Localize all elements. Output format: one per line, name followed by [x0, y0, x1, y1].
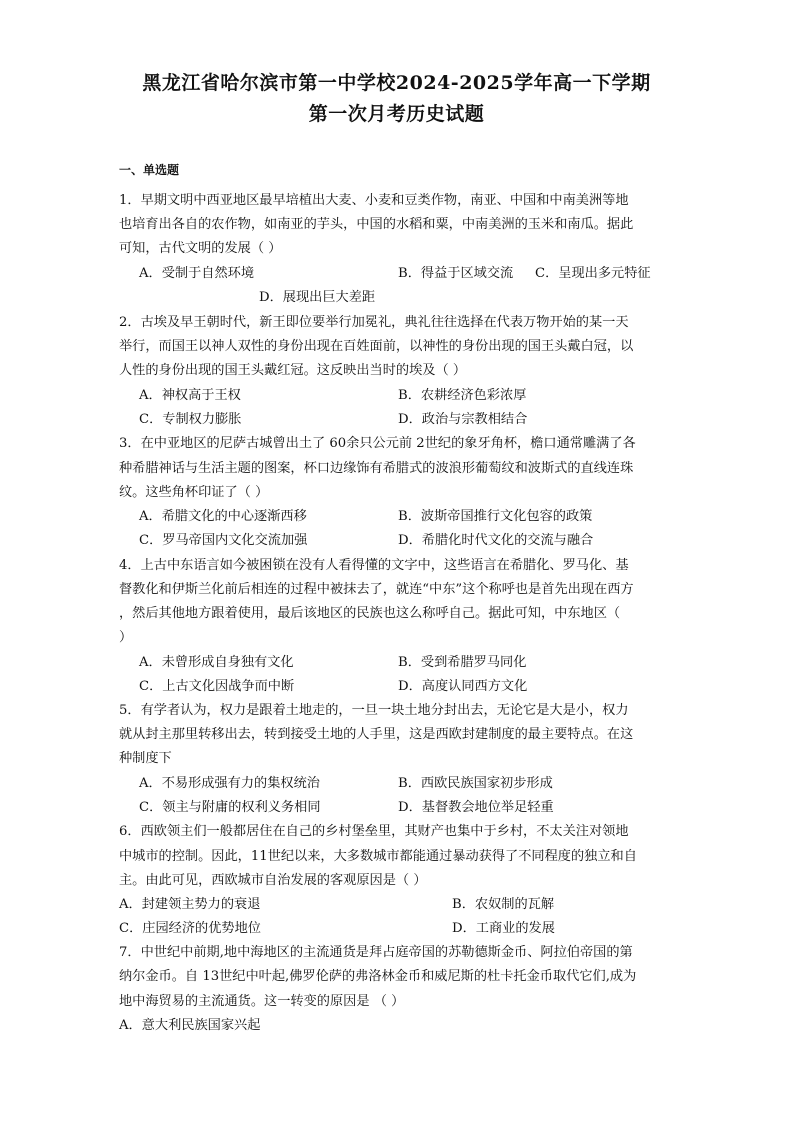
question-5-option-c[interactable]: C．领主与附庸的权利义务相同: [139, 800, 321, 815]
question-1-line-2: 也培育出各自的农作物，如南亚的芋头，中国的水稻和粟，中南美洲的玉米和南瓜。据此: [119, 217, 634, 232]
question-2-line-3: 人性的身份出现的国王头戴红冠。这反映出当时的埃及（ ）: [119, 363, 467, 378]
question-3-option-a[interactable]: A．希腊文化的中心逐渐西移: [139, 509, 307, 524]
question-5-option-b[interactable]: B．西欧民族国家初步形成: [398, 776, 553, 791]
question-4-option-b[interactable]: B．受到希腊罗马同化: [398, 655, 527, 670]
question-6-option-b[interactable]: B．农奴制的瓦解: [452, 897, 555, 912]
question-6-line-1: 6．西欧领主们一般都居住在自己的乡村堡垒里，其财产也集中于乡村，不太关注对领地: [119, 824, 629, 839]
question-7-line-1: 7．中世纪中前期,地中海地区的主流通货是拜占庭帝国的苏勒德斯金币、阿拉伯帝国的第: [119, 945, 633, 960]
question-5-option-a[interactable]: A．不易形成强有力的集权统治: [139, 776, 320, 791]
question-4-option-a[interactable]: A．未曾形成自身独有文化: [139, 655, 294, 670]
question-4-line-1: 4．上古中东语言如今被困锁在没有人看得懂的文字中，这些语言在希腊化、罗马化、基: [119, 558, 629, 573]
question-7-option-a[interactable]: A．意大利民族国家兴起: [119, 1018, 261, 1033]
question-2-option-c[interactable]: C．专制权力膨胀: [139, 412, 242, 427]
question-5-line-3: 种制度下: [119, 751, 172, 766]
question-6-line-2: 中城市的控制。因此，11世纪以来，大多数城市都能通过暴动获得了不同程度的独立和自: [119, 849, 637, 864]
question-1-line-1: 1．早期文明中西亚地区最早培植出大麦、小麦和豆类作物，南亚、中国和中南美洲等地: [119, 193, 629, 208]
question-3-option-d[interactable]: D．希腊化时代文化的交流与融合: [398, 533, 594, 548]
question-5-line-1: 5．有学者认为，权力是跟着土地走的，一旦一块土地分封出去，无论它是大是小，权力: [119, 703, 629, 718]
question-2-line-1: 2．古埃及早王朝时代，新王即位要举行加冕礼，典礼往往选择在代表万物开始的某一天: [119, 315, 629, 330]
question-6-option-c[interactable]: C．庄园经济的优势地位: [119, 921, 261, 936]
question-2-line-2: 举行，而国王以神人双性的身份出现在百姓面前，以神性的身份出现的国王头戴白冠，以: [119, 339, 634, 354]
question-5-option-d[interactable]: D．基督教会地位举足轻重: [398, 800, 554, 815]
question-1-line-3: 可知，古代文明的发展（ ）: [119, 241, 282, 256]
question-6-line-3: 主。由此可见，西欧城市自治发展的客观原因是（ ）: [119, 873, 427, 888]
question-4-option-d[interactable]: D．高度认同西方文化: [398, 679, 528, 694]
question-1-option-a[interactable]: A．受制于自然环境: [139, 266, 255, 281]
question-6-option-a[interactable]: A．封建领主势力的衰退: [119, 897, 261, 912]
question-5-line-2: 就从封主那里转移出去，转到接受土地的人手里，这是西欧封建制度的最主要特点。在这: [119, 727, 634, 742]
question-2-option-a[interactable]: A．神权高于王权: [139, 388, 241, 403]
question-3-option-b[interactable]: B．波斯帝国推行文化包容的政策: [398, 509, 593, 524]
question-1-option-c[interactable]: C．呈现出多元特征: [535, 266, 651, 281]
question-1-option-d[interactable]: D．展现出巨大差距: [259, 290, 376, 305]
question-4-option-c[interactable]: C．上古文化因战争而中断: [139, 679, 295, 694]
question-7-line-2: 纳尔金币。自 13世纪中叶起,佛罗伦萨的弗洛林金币和威尼斯的杜卡托金币取代它们,成为: [119, 969, 637, 984]
question-4-line-4: ）: [119, 630, 133, 645]
question-4-line-2: 督教化和伊斯兰化前后相连的过程中被抹去了，就连“中东”这个称呼也是首先出现在西方: [119, 582, 634, 597]
exam-title-line-2: 第一次月考历史试题: [308, 103, 485, 125]
section-heading: 一、单选题: [119, 163, 180, 177]
question-3-line-1: 3．在中亚地区的尼萨古城曾出土了 60余只公元前 2世纪的象牙角杯，檐口通常雕满了各: [119, 436, 636, 451]
question-6-option-d[interactable]: D．工商业的发展: [452, 921, 555, 936]
question-1-option-b[interactable]: B．得益于区域交流: [398, 266, 514, 281]
question-3-option-c[interactable]: C．罗马帝国内文化交流加强: [139, 533, 308, 548]
question-4-line-3: ，然后其他地方跟着使用，最后该地区的民族也这么称呼自己。据此可知，中东地区（: [119, 606, 621, 621]
question-7-line-3: 地中海贸易的主流通货。这一转变的原因是 （ ）: [119, 994, 405, 1009]
question-2-option-b[interactable]: B．农耕经济色彩浓厚: [398, 388, 527, 403]
question-3-line-3: 纹。这些角杯印证了（ ）: [119, 485, 269, 500]
question-2-option-d[interactable]: D．政治与宗教相结合: [398, 412, 528, 427]
question-3-line-2: 种希腊神话与生活主题的图案，杯口边缘饰有希腊式的波浪形葡萄纹和波斯式的直线连珠: [119, 461, 634, 476]
exam-title-line-1: 黑龙江省哈尔滨市第一中学校2024-2025学年高一下学期: [142, 72, 651, 94]
